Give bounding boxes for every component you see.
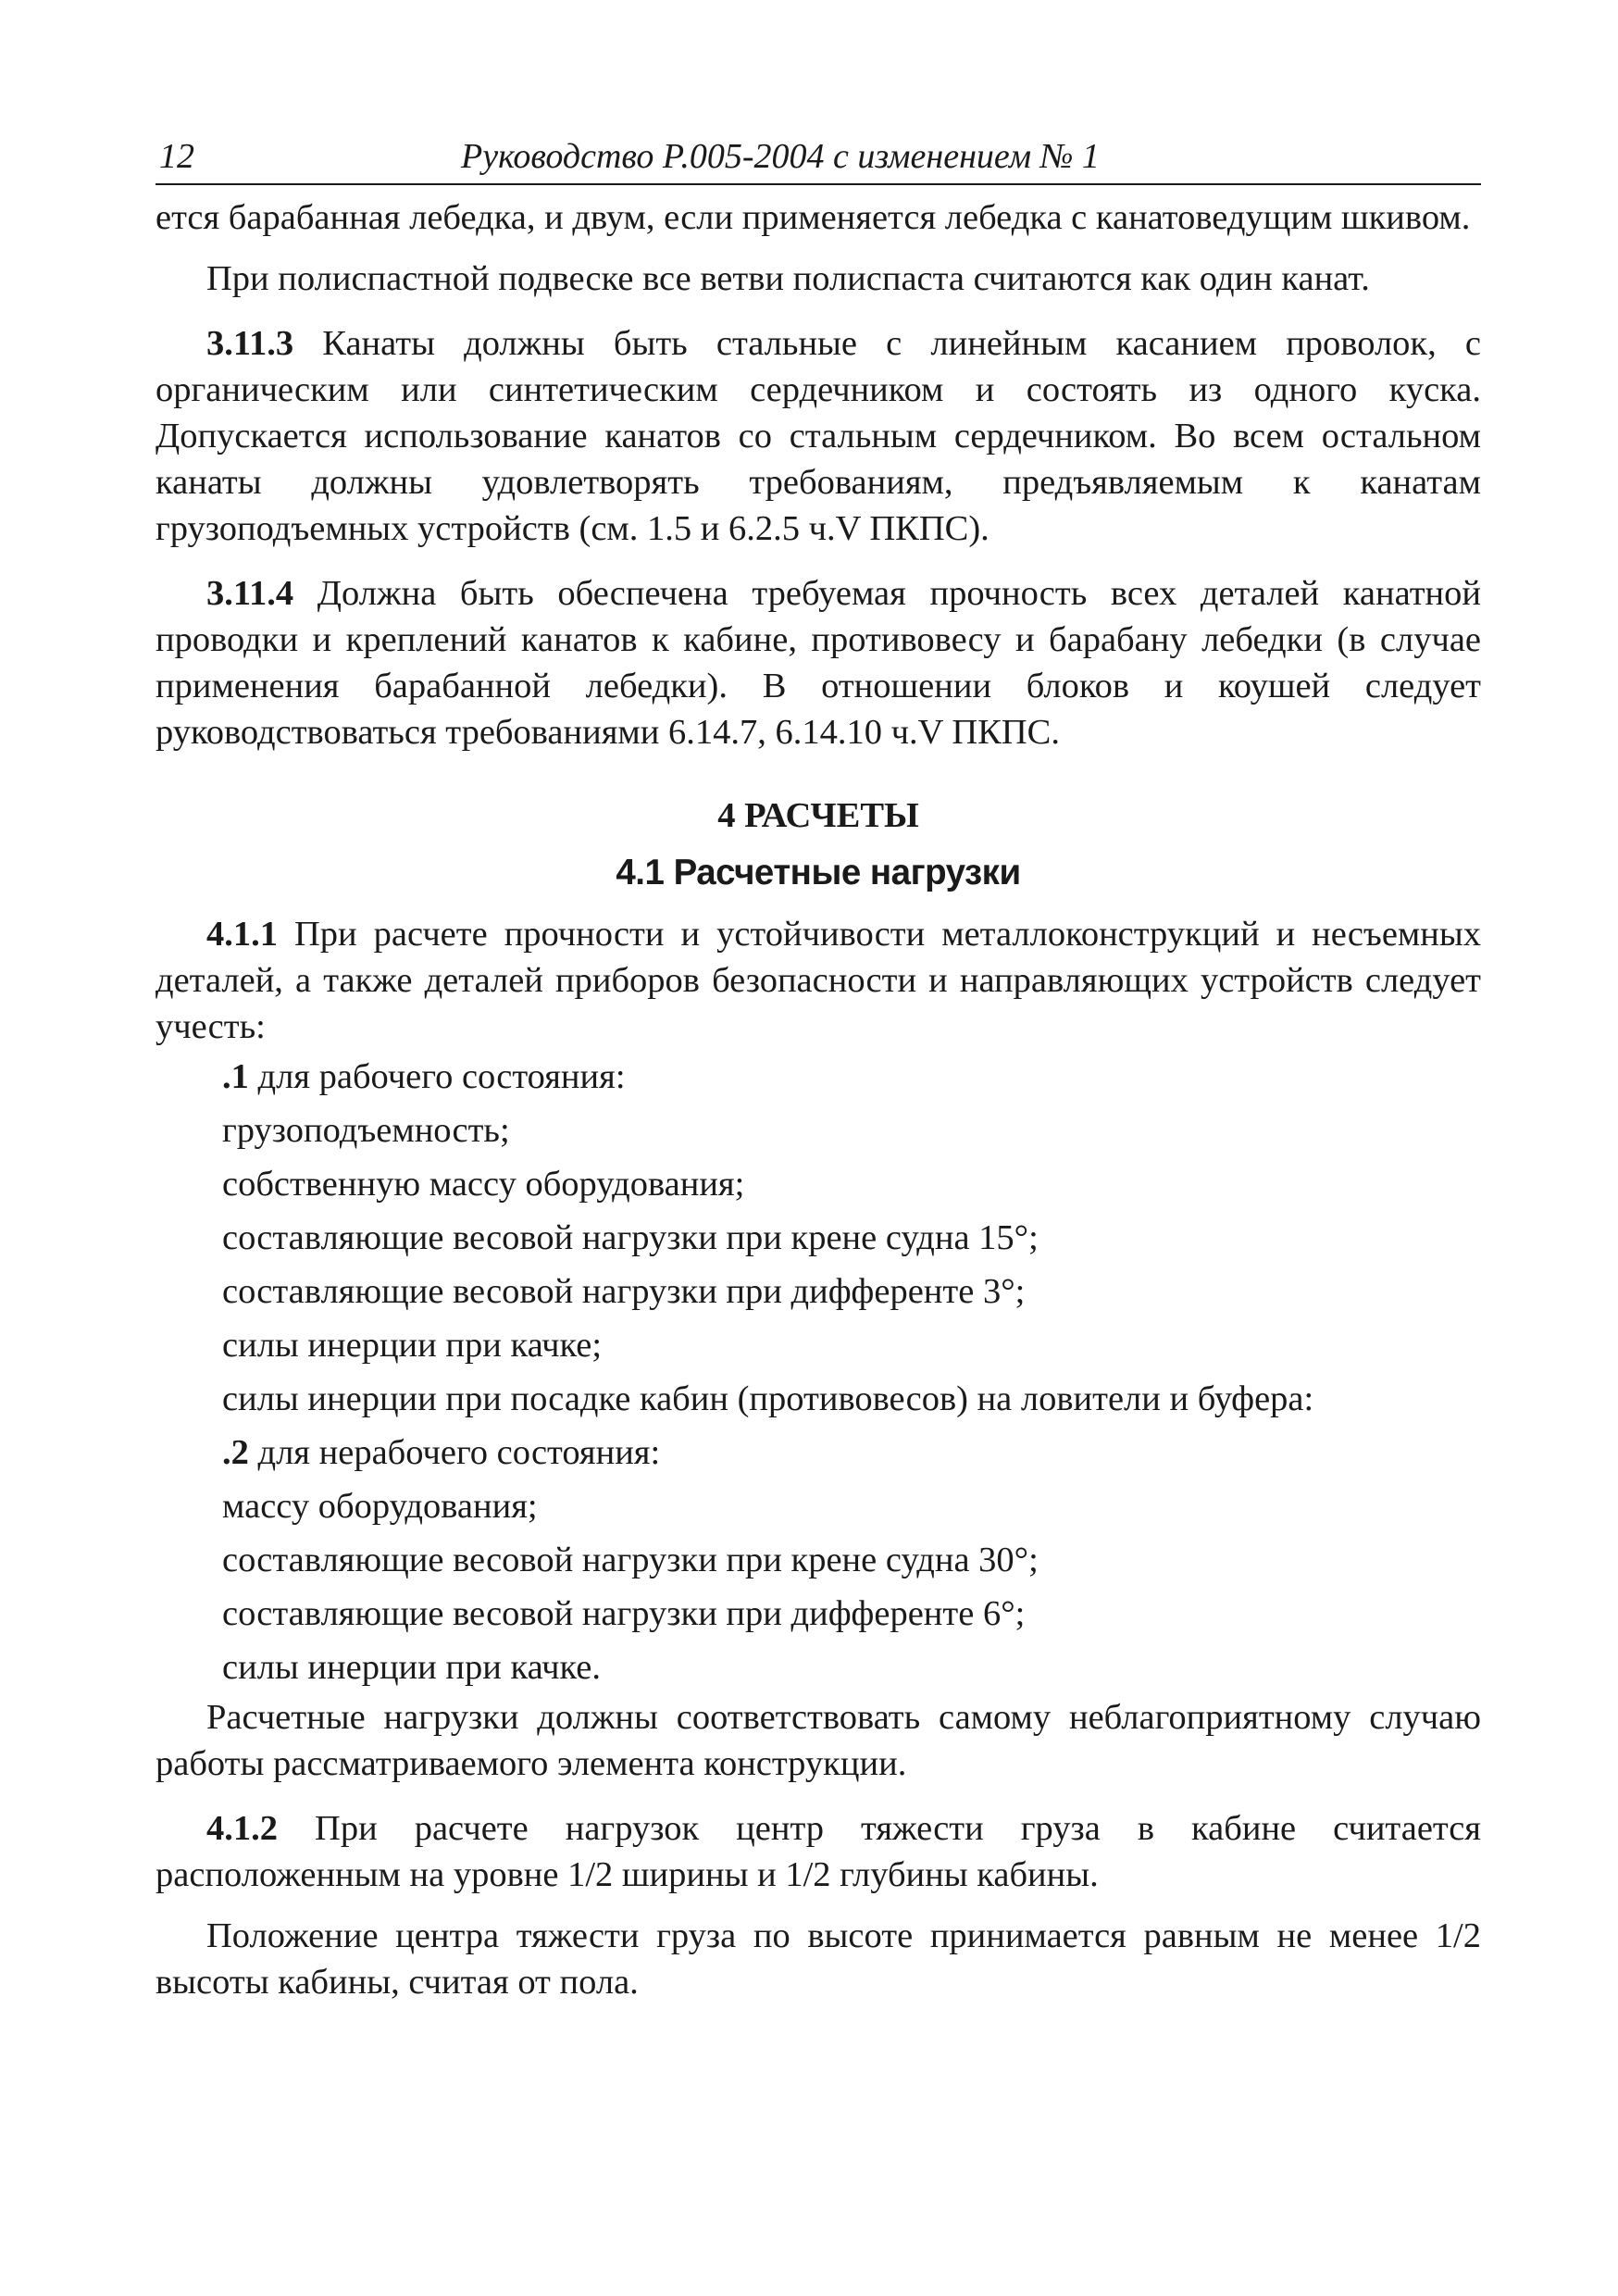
clause-number: 3.11.4 [206, 574, 294, 613]
clause-text: При расчете прочности и устойчивости металлоконструкций и несъемных деталей, а также деталей приборов безопасности и направляющих устройств следует учесть: [156, 915, 1481, 1046]
list-line: составляющие весовой нагрузки при дифференте 3°; [222, 1272, 1026, 1311]
page-number: 12 [159, 137, 194, 176]
list-item-1 [156, 1050, 1481, 1104]
clause-4-1-2 [156, 1805, 1481, 1898]
list-item-text: для нерабочего состояния: [248, 1433, 661, 1472]
list-item-number: .2 [222, 1433, 249, 1472]
list-line: силы инерции при качке; [222, 1326, 603, 1365]
clause-text: Канаты должны быть стальные с линейным касанием проволок, с органическим или синтетическим сердечником и состоять из одного куска. Допускается использование канатов со стальным сердечником. Во всем остальном канаты должны удовлетворять требованиям, предъявляемым к канатам грузоподъемных устройств (см. 1.5 и 6.2.5 ч.V ПКПС). [156, 324, 1481, 548]
list-line: силы инерции при посадке кабин (противовесов) на ловители и буфера: [222, 1379, 1314, 1418]
clause-4-1-1 [156, 911, 1481, 1050]
paragraph-center-of-gravity: Положение центра тяжести груза по высоте принимается равным не менее 1/2 высоты кабины, считая от пола. [156, 1916, 1481, 2002]
list-line: силы инерции при качке. [222, 1648, 601, 1687]
document-page [156, 130, 1481, 2005]
clause-text: При расчете нагрузок центр тяжести груза в кабине считается расположенным на уровне 1/2 ширины и 1/2 глубины кабины. [156, 1809, 1481, 1894]
paragraph-continuation: ется барабанная лебедка, и двум, если применяется лебедка с канатоведущим шкивом. [156, 198, 1471, 237]
list-line: грузоподъемность; [222, 1111, 510, 1150]
document-body [156, 194, 1481, 2005]
running-header [156, 130, 1481, 185]
clause-3-11-4 [156, 570, 1481, 755]
section-heading: 4 РАСЧЕТЫ [717, 796, 919, 835]
list-line: массу оборудования; [222, 1487, 538, 1526]
list-item-2 [156, 1426, 1481, 1479]
list-line: составляющие весовой нагрузки при крене судна 15°; [222, 1218, 1039, 1257]
list-item-number: .1 [222, 1057, 249, 1096]
document-title: Руководство Р.005-2004 с изменением № 1 [461, 137, 1100, 176]
paragraph-design-loads: Расчетные нагрузки должны соответствовать самому неблагоприятному случаю работы рассматриваемого элемента конструкции. [156, 1698, 1481, 1783]
clause-text: Должна быть обеспечена требуемая прочность всех деталей канатной проводки и креплений канатов к кабине, противовесу и барабану лебедки (в случае применения барабанной лебедки). В отношении блоков и коушей следует руководствоваться требованиями 6.14.7, 6.14.10 ч.V ПКПС. [156, 574, 1481, 752]
list-line: собственную массу оборудования; [222, 1165, 745, 1204]
list-item-text: для рабочего состояния: [248, 1057, 626, 1096]
clause-number: 4.1.1 [206, 915, 278, 954]
clause-3-11-3 [156, 320, 1481, 552]
list-line: составляющие весовой нагрузки при крене судна 30°; [222, 1541, 1039, 1579]
list-line: составляющие весовой нагрузки при дифференте 6°; [222, 1594, 1026, 1633]
clause-number: 3.11.3 [206, 324, 294, 363]
subsection-heading: 4.1 Расчетные нагрузки [616, 853, 1021, 892]
paragraph-polyspast: При полиспастной подвеске все ветви полиспаста считаются как один канат. [206, 259, 1370, 298]
clause-number: 4.1.2 [206, 1809, 278, 1848]
